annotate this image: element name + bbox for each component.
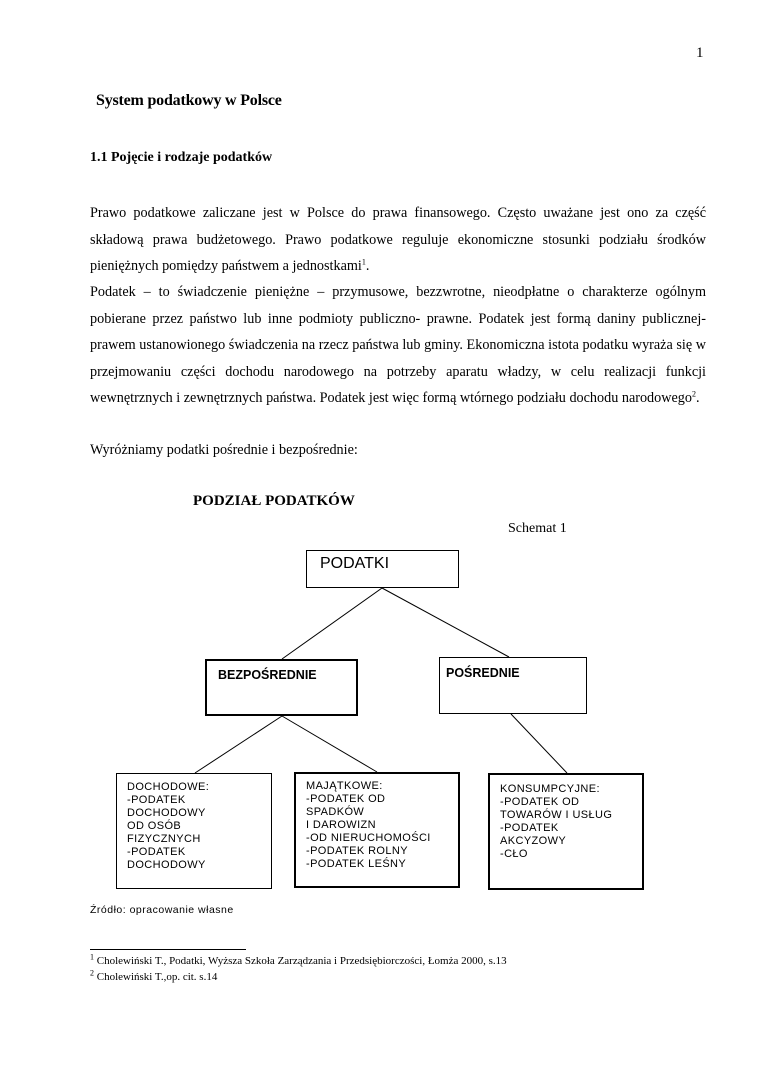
connector-right-konsumpcyjne: [511, 714, 567, 773]
node-majatkowe: MAJĄTKOWE: -PODATEK OD SPADKÓW I DAROWIZN -OD NIERUCHOMOŚCI -PODATEK ROLNY -PODATEK LEŚNY: [294, 772, 460, 888]
diagram-title: PODZIAŁ PODATKÓW: [193, 493, 355, 509]
footnote-1: [90, 952, 507, 967]
footnote-2-text: Cholewiński T.,op. cit. s.14: [94, 971, 218, 983]
section-heading: 1.1 Pojęcie i rodzaje podatków: [90, 150, 273, 165]
node-dochodowe: DOCHODOWE: -PODATEK DOCHODOWY OD OSÓB FIZYCZNYCH -PODATEK DOCHODOWY: [116, 773, 272, 889]
diagram-label: Schemat 1: [508, 521, 567, 536]
paragraph-definition: Podatek – to świadczenie pieniężne – przymusowe, bezzwrotne, nieodpłatne o charakterze ogólnym pobierane przez państwo lub inne podmioty publiczno- prawne. Podatek jest formą daniny publicznej- prawem ustanowionego świadczenia na rzecz państwa lub gminy. Ekonomiczna istota podatku wyraża się w przejmowaniu części dochodu narodowego na potrzeby aparatu władzy, w celu realizacji funkcji wewnętrznych i zewnętrznych państwa. Podatek jest więc formą wtórnego podziału dochodu narodowego$^2$.: [90, 284, 706, 406]
footnote-ref-1: 1: [361, 257, 366, 267]
connector-left-dochodowe: [195, 716, 282, 773]
node-konsumpcyjne: KONSUMPCYJNE: -PODATEK OD TOWARÓW I USŁUG -PODATEK AKCYZOWY -CŁO: [488, 773, 644, 890]
connector-root-right: [382, 588, 509, 657]
page-number: 1: [696, 45, 704, 61]
paragraph-law-text: Prawo podatkowe zaliczane jest w Polsce do prawa finansowego. Często uważane jest ono za część składową prawa budżetowego. Prawo podatkowe reguluje ekonomiczne stosunki podziału środków pieniężnych pomiędzy państwem a jednostkami: [90, 205, 706, 274]
connector-left-majatkowe: [282, 716, 377, 772]
paragraph-law: Prawo podatkowe zaliczane jest w Polsce do prawa finansowego. Często uważane jest ono za część składową prawa budżetowego. Prawo podatkowe reguluje ekonomiczne stosunki podziału środków pieniężnych pomiędzy państwem a jednostkami$^1$.: [90, 205, 706, 274]
footnote-ref-2: 2: [691, 389, 696, 399]
footnote-2: [90, 968, 218, 983]
footnote-1-number: 1: [90, 952, 94, 962]
connector-root-left: [282, 588, 382, 659]
node-bezposrednie: BEZPOŚREDNIE: [205, 659, 358, 716]
diagram-source: Źródło: opracowanie własne: [90, 904, 234, 916]
node-posrednie: POŚREDNIE: [439, 657, 587, 714]
paragraph-definition-text: Podatek – to świadczenie pieniężne – przymusowe, bezzwrotne, nieodpłatne o charakterze ogólnym pobierane przez państwo lub inne podmioty publiczno- prawne. Podatek jest formą daniny publicznej- prawem ustanowionego świadczenia na rzecz państwa lub gminy. Ekonomiczna istota podatku wyraża się w przejmowaniu części dochodu narodowego na potrzeby aparatu władzy, w celu realizacji funkcji wewnętrznych i zewnętrznych państwa. Podatek jest więc formą wtórnego podziału dochodu narodowego: [90, 284, 706, 406]
footnote-1-text: Cholewiński T., Podatki, Wyższa Szkoła Zarządzania i Przedsiębiorczości, Łomża 2000, s.13: [94, 955, 507, 967]
footnote-separator: [90, 949, 246, 950]
document-title: System podatkowy w Polsce: [96, 92, 282, 109]
footnote-2-number: 2: [90, 968, 94, 978]
paragraph-types: Wyróżniamy podatki pośrednie i bezpośrednie:: [90, 442, 358, 458]
node-podatki: PODATKI: [306, 550, 459, 588]
